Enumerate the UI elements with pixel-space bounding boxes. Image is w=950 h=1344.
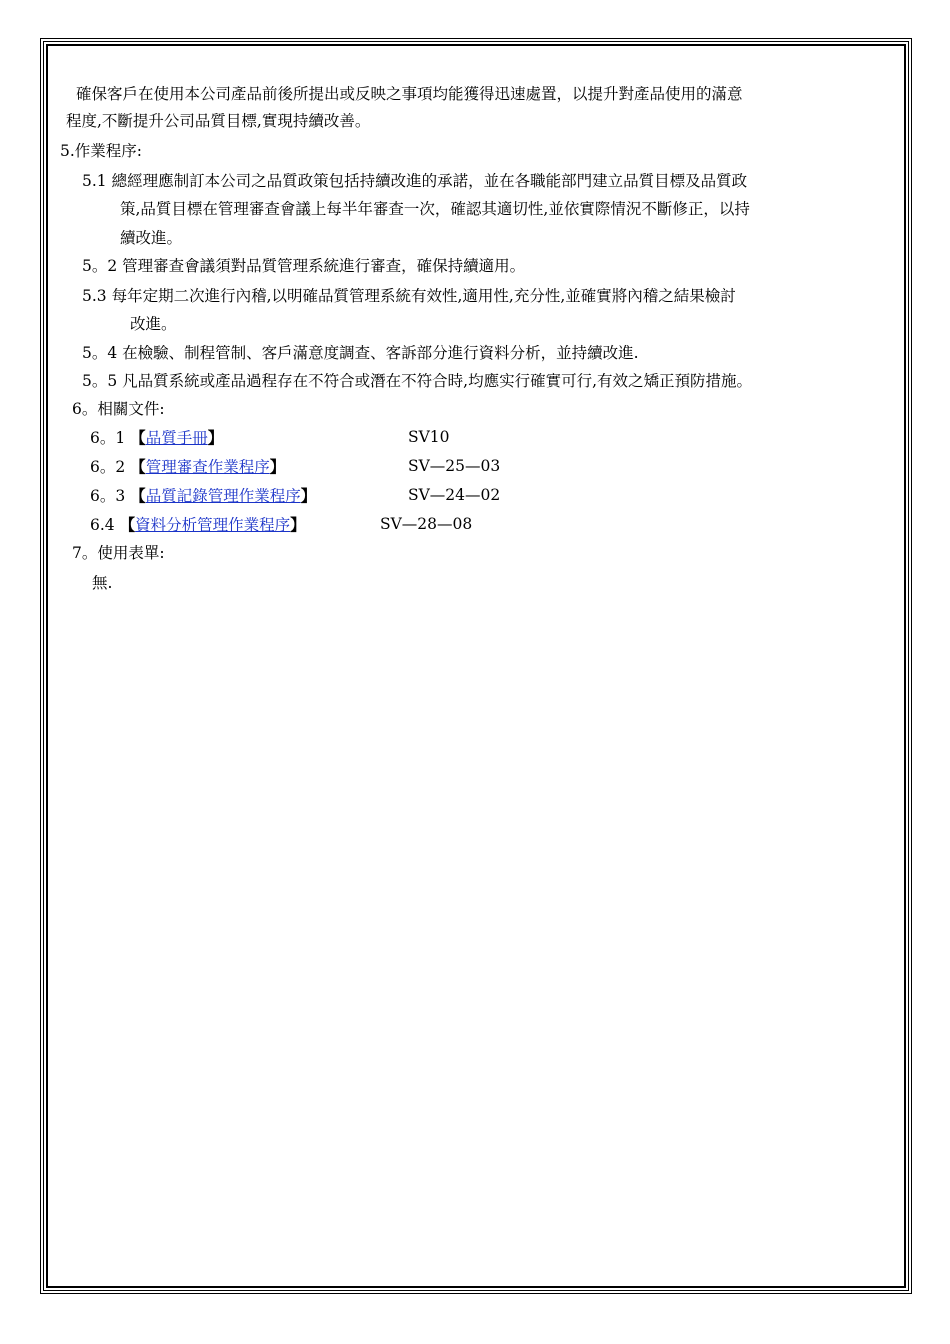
doc-row [90, 453, 285, 481]
doc-row [90, 482, 316, 510]
doc-bracket-left: 【 [130, 486, 146, 505]
doc-row [90, 424, 223, 452]
doc-link-quality-records[interactable]: 品質記錄管理作業程序 [145, 487, 301, 505]
section-6-heading: 6。相關文件: [72, 400, 165, 418]
section-7-body: 無. [92, 574, 113, 592]
doc-link-quality-manual[interactable]: 品質手冊 [145, 429, 208, 447]
doc-code: SV—28—08 [380, 515, 473, 533]
doc-number: 6。1 [90, 429, 126, 447]
doc-bracket-left: 【 [119, 515, 136, 534]
item-5-3-line-1: 5.3 每年定期二次進行內稽,以明確品質管理系統有效性,適用性,充分性,並確實將內稽之結果檢討 [82, 287, 736, 305]
doc-bracket-right: 】 [207, 428, 224, 447]
doc-code: SV10 [408, 428, 450, 446]
doc-bracket-left: 【 [130, 428, 146, 447]
doc-link-management-review[interactable]: 管理審查作業程序 [145, 458, 270, 476]
doc-code: SV—24—02 [408, 486, 501, 504]
doc-number: 6。2 [90, 458, 126, 476]
item-5-5: 5。5 凡品質系統或產品過程存在不符合或潛在不符合時,均應实行確實可行,有效之矯正預防措施。 [82, 372, 753, 390]
doc-code: SV—25—03 [408, 457, 501, 475]
intro-line-1: 確保客戶在使用本公司產品前後所提出或反映之事項均能獲得迅速處置，以提升對產品使用的滿意 [76, 85, 743, 103]
item-5-2: 5。2 管理審查會議須對品質管理系統進行審查，確保持續適用。 [82, 257, 526, 275]
doc-link-data-analysis[interactable]: 資料分析管理作業程序 [135, 516, 291, 534]
doc-row [90, 511, 306, 539]
doc-bracket-left: 【 [130, 457, 146, 476]
doc-number: 6。3 [90, 487, 126, 505]
doc-bracket-right: 】 [290, 515, 306, 534]
section-5-heading: 5.作業程序: [60, 142, 143, 160]
item-5-4: 5。4 在檢驗、制程管制、客戶滿意度調查、客訴部分進行資料分析，並持續改進. [82, 344, 639, 362]
doc-bracket-right: 】 [300, 486, 317, 505]
item-5-1-line-3: 續改進。 [120, 229, 183, 247]
item-5-3-line-2: 改進。 [130, 315, 177, 333]
doc-number: 6.4 [90, 516, 115, 534]
doc-bracket-right: 】 [269, 457, 286, 476]
section-7-heading: 7。使用表單: [72, 544, 165, 562]
intro-line-2: 程度,不斷提升公司品質目標,實現持續改善。 [66, 112, 371, 130]
item-5-1-line-1: 5.1 總經理應制訂本公司之品質政策包括持續改進的承諾，並在各職能部門建立品質目標及品質政 [82, 172, 748, 190]
item-5-1-line-2: 策,品質目標在管理審查會議上每半年審查一次，確認其適切性,並依實際情況不斷修正，以持 [120, 200, 750, 218]
